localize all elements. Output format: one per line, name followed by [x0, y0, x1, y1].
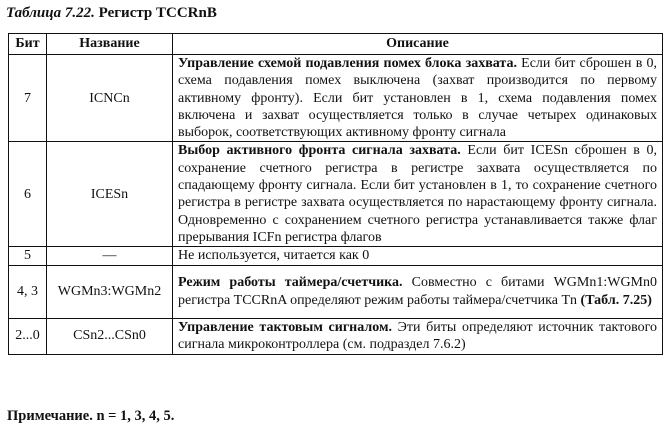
row-name: CSn2...CSn0 [47, 318, 173, 354]
table-note [7, 408, 174, 425]
row-bit: 2...0 [9, 318, 47, 354]
caption-label: Таблица 7.22. [6, 5, 95, 21]
table-row [9, 142, 663, 247]
desc-bold: Режим работы таймера/счетчика. [178, 275, 403, 291]
row-description [173, 247, 663, 265]
table-row [9, 265, 663, 318]
desc-text: Не используется, читается как 0 [178, 248, 370, 264]
table-row [9, 318, 663, 354]
row-bit: 7 [9, 55, 47, 142]
caption-title: Регистр TCCRnB [98, 5, 217, 21]
row-bit: 6 [9, 142, 47, 247]
table-row [9, 247, 663, 265]
register-table [8, 33, 663, 355]
desc-text: Эти биты определяют источник тактового сигнала микроконтроллера (см. подраздел 7.6.2) [178, 319, 657, 353]
table-row [9, 55, 663, 142]
row-description [173, 55, 663, 142]
row-name: — [47, 247, 173, 265]
desc-text: Если бит ICESn сброшен в 0, сохранение счетного регистра в регистре захвата осуществляется по спадающему фронту сигнала. Если бит установлен в 1, то сохранение счетного регистра в регистре захвата осуществляется по нарастающему фронту сигнала. Одновременно с сохранением счетного регистра устанавливается также флаг прерывания ICFn регистра флагов [178, 143, 658, 245]
desc-tail: (Табл. 7.25) [580, 292, 652, 308]
desc-text: Совместно с битами WGMn1:WGMn0 регистра TCCRnA определяют режим работы таймера/счетчика Tn [178, 275, 658, 308]
note-label: Примечание. [7, 408, 93, 424]
row-description [173, 142, 663, 247]
row-bit: 4, 3 [9, 265, 47, 318]
desc-bold: Управление тактовым сигналом. [178, 319, 393, 335]
row-description [173, 265, 663, 318]
row-bit: 5 [9, 247, 47, 265]
note-value: n = 1, 3, 4, 5. [96, 408, 175, 424]
desc-text: Если бит сброшен в 0, схема подавления помех выключена (захват производится по первому активному фронту). Если бит установлен в 1, схема подавления помех включена и захват осуществляется только в случае четырех одинаковых выборок, соответствующих активному фронту сигнала [178, 56, 658, 141]
row-name: ICNCn [47, 55, 173, 142]
header-description: Описание [173, 34, 663, 55]
row-name: ICESn [47, 142, 173, 247]
table-caption [6, 5, 217, 22]
header-bit: Бит [9, 34, 47, 55]
table-header-row [9, 34, 663, 55]
desc-bold: Управление схемой подавления помех блока захвата. [178, 56, 517, 71]
row-description [173, 318, 663, 354]
row-name: WGMn3:WGMn2 [47, 265, 173, 318]
header-name: Название [47, 34, 173, 55]
desc-bold: Выбор активного фронта сигнала захвата. [178, 143, 461, 159]
